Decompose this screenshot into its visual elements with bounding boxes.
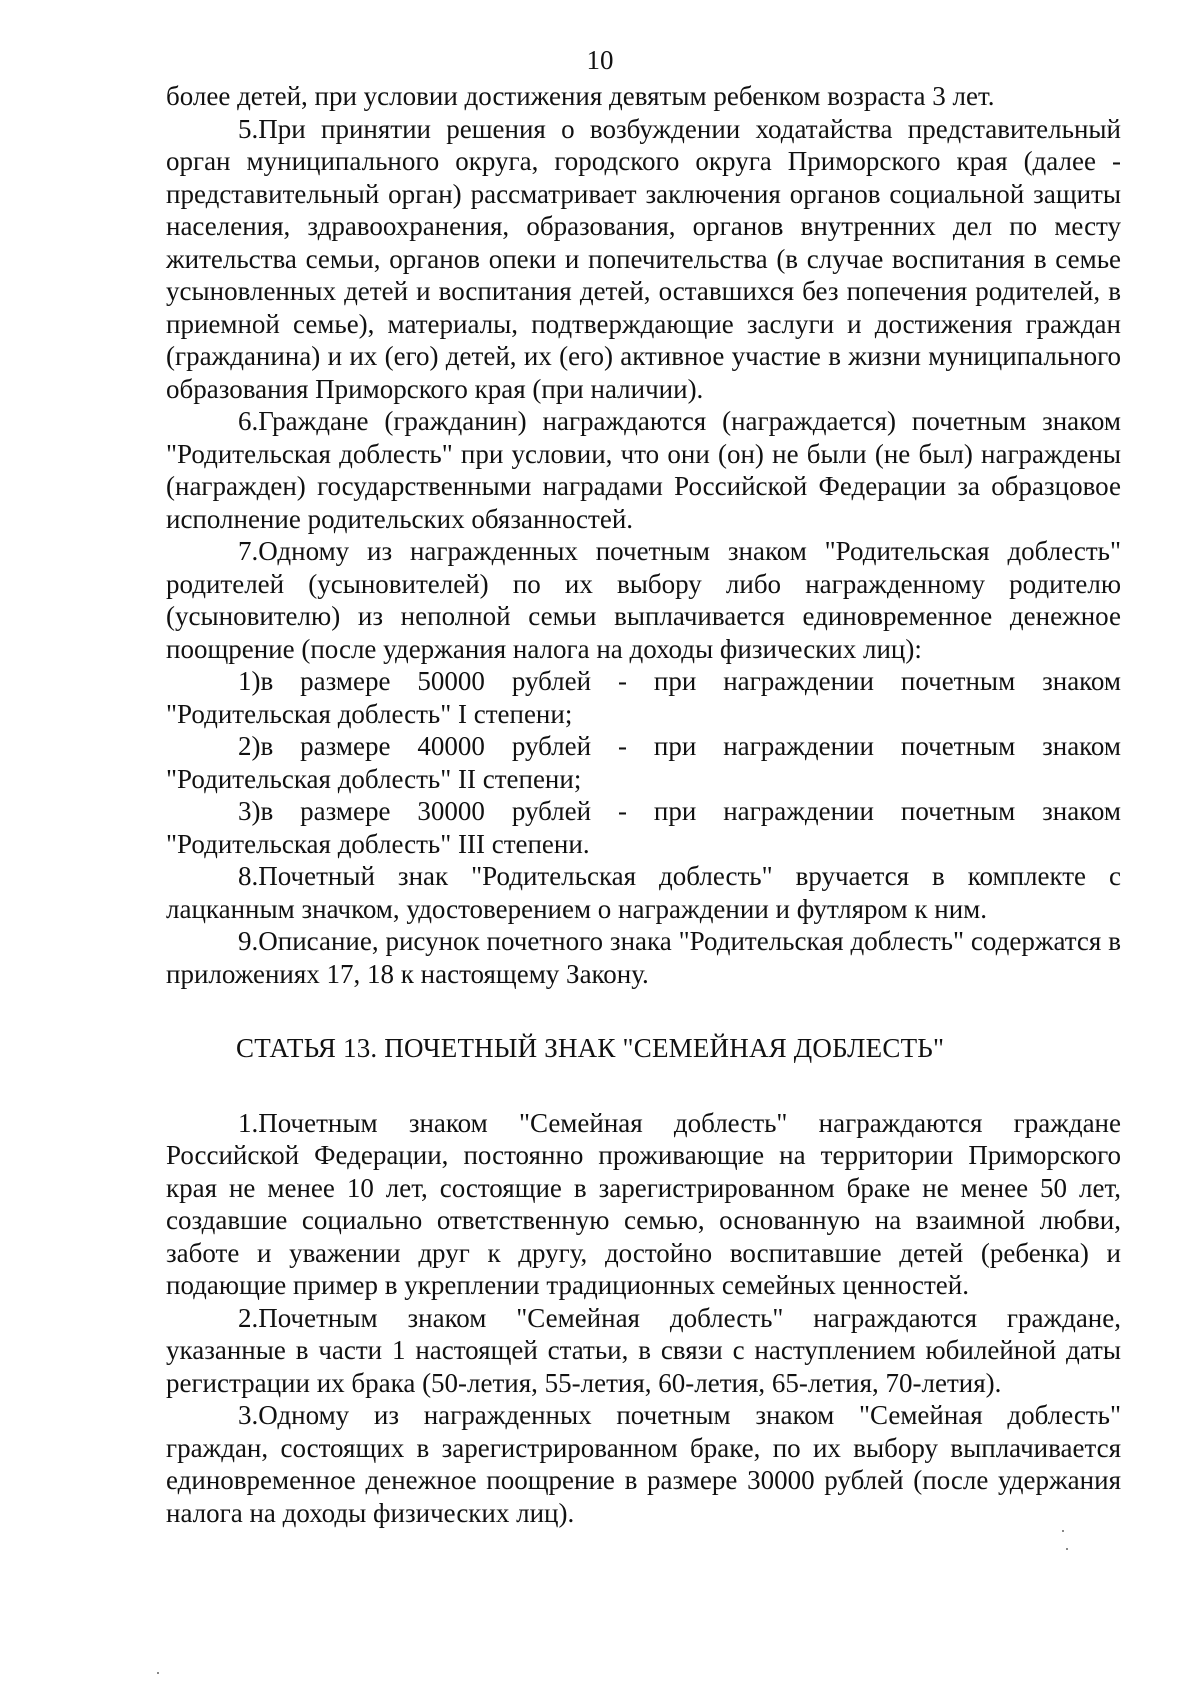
page-number: 10 (586, 45, 614, 75)
sub-item-2: 2)в размере 40000 рублей - при награждении почетным знаком "Родительская доблесть" II степени; (166, 731, 1121, 794)
scan-speck (1066, 1548, 1068, 1550)
article-13-item-3: 3.Одному из награжденных почетным знаком "Семейная доблесть" граждан, состоящих в зарегистрированном браке, по их выбору выплачивается единовременное денежное поощрение в размере 30000 рублей (после удержания налога на доходы физических лиц). (166, 1400, 1121, 1528)
article-13-item-2: 2.Почетным знаком "Семейная доблесть" награждаются граждане, указанные в части 1 настоящей статьи, в связи с наступлением юбилейной даты регистрации их брака (50-летия, 55-летия, 60-летия, 65-летия, 70-летия). (166, 1302, 1121, 1398)
paragraph-continuation: более детей, при условии достижения девятым ребенком возраста 3 лет. (166, 81, 995, 111)
paragraph-item-6: 6.Граждане (гражданин) награждаются (награждается) почетным знаком "Родительская доблесть" при условии, что они (он) не были (не был) награждены (награжден) государственными наградами Российской Федерации за образцовое исполнение родительских обязанностей. (166, 406, 1121, 534)
paragraph-item-7: 7.Одному из награжденных почетным знаком "Родительская доблесть" родителей (усыновителей) по их выбору либо награжденному родителю (усыновителю) из неполной семьи выплачивается единовременное денежное поощрение (после удержания налога на доходы физических лиц): (166, 536, 1121, 664)
document-body (166, 80, 1121, 1529)
scan-speck (1062, 1530, 1064, 1532)
scan-speck (157, 1672, 159, 1674)
paragraph-item-8: 8.Почетный знак "Родительская доблесть" вручается в комплекте с лацканным значком, удостоверением о награждении и футляром к ним. (166, 861, 1121, 924)
sub-item-3: 3)в размере 30000 рублей - при награждении почетным знаком "Родительская доблесть" III степени. (166, 796, 1121, 859)
article-heading: СТАТЬЯ 13. ПОЧЕТНЫЙ ЗНАК "СЕМЕЙНАЯ ДОБЛЕСТЬ" (236, 1033, 945, 1063)
article-13-item-1: 1.Почетным знаком "Семейная доблесть" награждаются граждане Российской Федерации, постоянно проживающие на территории Приморского края не менее 10 лет, состоящие в зарегистрированном браке не менее 50 лет, создавшие социально ответственную семью, основанную на взаимной любви, заботе и уважении друг к другу, достойно воспитавшие детей (ребенка) и подающие пример в укреплении традиционных семейных ценностей. (166, 1107, 1121, 1300)
sub-item-1: 1)в размере 50000 рублей - при награждении почетным знаком "Родительская доблесть" I степени; (166, 666, 1121, 729)
paragraph-item-5: 5.При принятии решения о возбуждении ходатайства представительный орган муниципального округа, городского округа Приморского края (далее - представительный орган) рассматривает заключения органов социальной защиты населения, здравоохранения, образования, органов внутренних дел по месту жительства семьи, органов опеки и попечительства (в случае воспитания в семье усыновленных детей и воспитания детей, оставшихся без попечения родителей, в приемной семье), материалы, подтверждающие заслуги и достижения граждан (гражданина) и их (его) детей, их (его) активное участие в жизни муниципального образования Приморского края (при наличии). (166, 113, 1121, 404)
paragraph-item-9: 9.Описание, рисунок почетного знака "Родительская доблесть" содержатся в приложениях 17, 18 к настоящему Закону. (166, 926, 1121, 989)
